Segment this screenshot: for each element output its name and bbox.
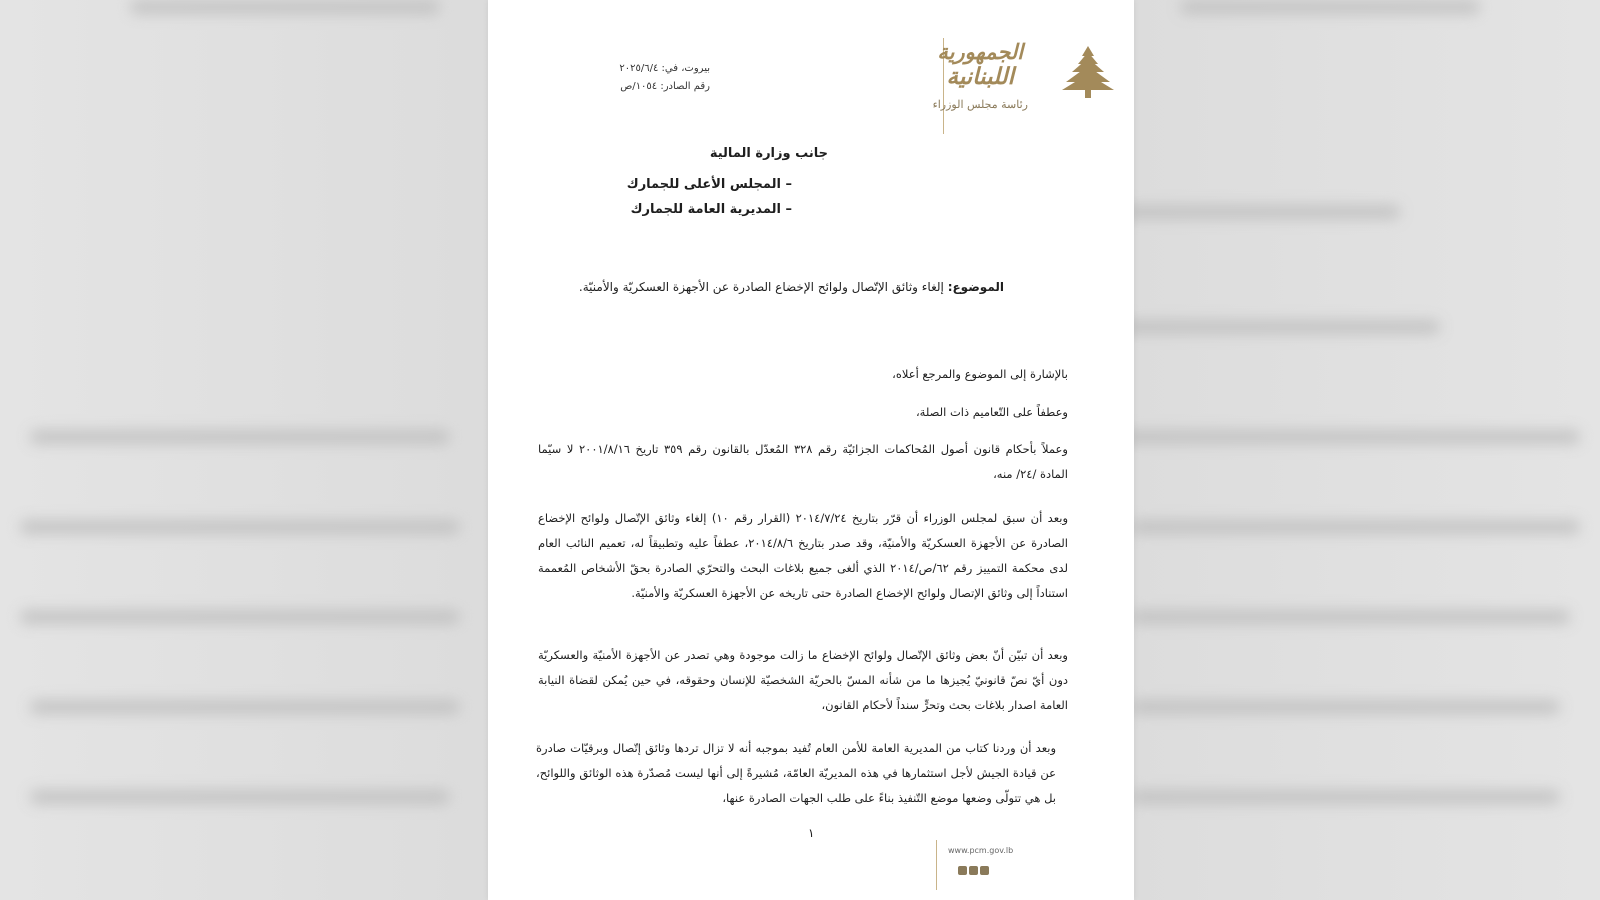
paragraph: وعملاً بأحكام قانون أصول المُحاكمات الجزائيّة رقم ٣٢٨ المُعدّل بالقانون رقم ٣٥٩ تاريخ ٢٠٠١/٨/١٦ لا سيّما المادة /٢٤/ منه، <box>538 442 1068 481</box>
recipient-main: جانب وزارة المالية <box>709 146 828 161</box>
recipient-item: – المجلس الأعلى للجمارك <box>626 177 792 192</box>
letter-meta <box>590 60 710 96</box>
footer-url: www.pcm.gov.lb <box>948 846 1014 855</box>
cedar-logo-icon <box>1060 44 1116 100</box>
place-date: بيروت، في: ٢٠٢٥/٦/٤ <box>619 63 710 74</box>
document-page <box>488 0 1134 900</box>
subject-text: إلغاء وثائق الإتّصال ولوائح الإخضاع الصادرة عن الأجهزة العسكريّة والأمنيّة. <box>578 280 944 294</box>
recipient-list <box>627 172 792 222</box>
paragraph: بالإشارة إلى الموضوع والمرجع أعلاه، <box>892 367 1068 381</box>
social-icons <box>958 866 989 875</box>
footer-divider <box>936 840 937 890</box>
recipient-item: – المديرية العامة للجمارك <box>630 202 792 217</box>
paragraph: وبعد أن تبيّن أنّ بعض وثائق الإتّصال ولوائح الإخضاع ما زالت موجودة وهي تصدر عن الأجهزة الأمنيّة والعسكريّة دون أيّ نصّ قانونيّ يُجيزها ما من شأنه المسّ بالحريّة الشخصيّة للإنسان وحقوقه، في حين يُمكن لقضاة النيابة العامة اصدار بلاغات بحث وتحرٍّ سنداً لأحكام القانون، <box>538 648 1068 712</box>
subject-line <box>579 280 1004 294</box>
letterhead-line1: الجمهورية <box>937 39 1024 64</box>
reference-number: رقم الصادر: ١٠٥٤/ص <box>620 81 710 92</box>
letterhead <box>933 40 1028 114</box>
paragraph: وبعد أن وردنا كتاب من المديرية العامة للأمن العام تُفيد بموجبه أنه لا تزال تردها وثائق إتّصال وبرقيّات صادرة عن قيادة الجيش لأجل استثمارها في هذه المديريّة العامّة، مُشيرةً إلى أنها ليست مُصدّرة هذه الوثائق واللوائح، بل هي تتولّى وضعها موضع التّنفيذ بناءً على طلب الجهات الصادرة عنها، <box>536 741 1056 805</box>
letterhead-line2: اللبنانية <box>946 63 1015 90</box>
letterhead-line3: رئاسة مجلس الوزراء <box>932 98 1028 111</box>
facebook-icon <box>958 866 967 875</box>
page-number: ١ <box>808 826 815 840</box>
twitter-icon <box>969 866 978 875</box>
subject-label: الموضوع: <box>947 280 1004 294</box>
paragraph: وعطفاً على التّعاميم ذات الصلة، <box>915 405 1068 419</box>
youtube-icon <box>980 866 989 875</box>
paragraph: وبعد أن سبق لمجلس الوزراء أن قرّر بتاريخ ٢٠١٤/٧/٢٤ (القرار رقم ١٠) إلغاء وثائق الإتّصال ولوائح الإخضاع الصادرة عن الأجهزة العسكريّة والأمنيّة، وقد صدر بتاريخ ٢٠١٤/٨/٦، عطفاً عليه وتطبيقاً له، تعميم النائب العام لدى محكمة التمييز رقم ٦٢/ص/٢٠١٤ الذي ألغى جميع بلاغات البحث والتحرّي الصادرة بحقّ الأشخاص المُعممة استناداً إلى وثائق الإتصال ولوائح الإخضاع الصادرة حتى تاريخه عن الأجهزة العسكريّة والأمنيّة. <box>538 511 1068 600</box>
